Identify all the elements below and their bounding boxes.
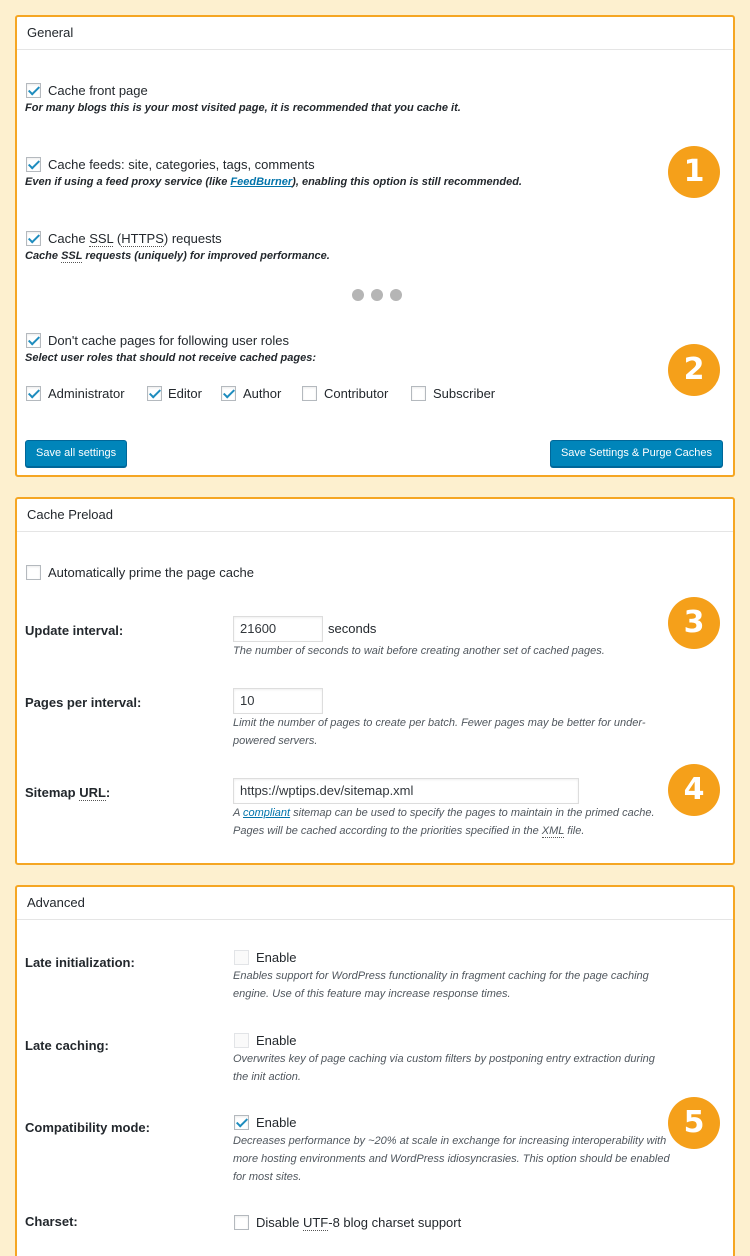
ssl-label-prefix: Cache [48, 231, 90, 246]
auto-prime-label: Automatically prime the page cache [48, 565, 254, 580]
dont-cache-roles-desc: Select user roles that should not receive cached pages: [25, 352, 316, 364]
compliant-link[interactable]: compliant [243, 807, 291, 819]
update-interval-label: Update interval: [25, 623, 124, 638]
step-badge-4: 4 [668, 764, 720, 816]
xml-abbr: XML [541, 825, 565, 837]
sitemap-label-suffix: : [105, 785, 111, 800]
pages-per-interval-desc-2: powered servers. [233, 735, 318, 747]
ssl-desc-suffix: requests (uniquely) for improved performance. [82, 250, 330, 262]
update-interval-unit: seconds [328, 621, 377, 636]
sitemap-desc2-suffix: file. [564, 825, 585, 837]
general-panel [15, 15, 735, 477]
cache-feeds-desc-after: ), enabling this option is still recommended. [292, 176, 522, 188]
sitemap-desc1-suffix: sitemap can be used to specify the pages to maintain in the primed cache. [290, 807, 655, 819]
ellipsis-more-icon [352, 289, 412, 303]
cache-feeds-checkbox[interactable] [26, 157, 41, 172]
sitemap-desc-1 [233, 804, 655, 822]
advanced-panel-title: Advanced [17, 887, 733, 920]
late-init-desc-2: engine. Use of this feature may increase response times. [233, 988, 511, 1000]
late-init-checkbox[interactable] [234, 950, 249, 965]
https-abbr: HTTPS [121, 231, 164, 246]
advanced-panel [15, 885, 735, 1256]
charset-option-suffix: -8 blog charset support [328, 1215, 462, 1230]
cache-feeds-desc-before: Even if using a feed proxy service (like [25, 176, 231, 188]
url-abbr: URL [79, 785, 106, 800]
cache-front-page-checkbox[interactable] [26, 83, 41, 98]
late-init-option: Enable [256, 950, 297, 965]
sitemap-url-input[interactable]: https://wptips.dev/sitemap.xml [233, 778, 579, 804]
cache-preload-panel [15, 497, 735, 865]
step-badge-3: 3 [668, 597, 720, 649]
late-caching-checkbox[interactable] [234, 1033, 249, 1048]
pages-per-interval-desc-1: Limit the number of pages to create per batch. Fewer pages may be better for under- [233, 717, 646, 729]
role-contributor-label: Contributor [324, 386, 389, 401]
feedburner-link[interactable]: FeedBurner [230, 176, 293, 188]
charset-label: Charset: [25, 1214, 78, 1229]
save-purge-caches-button[interactable]: Save Settings & Purge Caches [550, 440, 723, 467]
late-caching-label: Late caching: [25, 1038, 109, 1053]
role-administrator-label: Administrator [48, 386, 125, 401]
ssl-abbr: SSL [89, 231, 114, 246]
role-contributor-checkbox[interactable] [302, 386, 317, 401]
pages-per-interval-label: Pages per interval: [25, 695, 142, 710]
ssl-desc-prefix: Cache [25, 250, 62, 262]
cache-ssl-desc [25, 250, 330, 262]
ssl-desc-abbr: SSL [61, 250, 83, 262]
cache-feeds-desc [25, 176, 522, 188]
compat-mode-desc-2: more hosting environments and WordPress idiosyncrasies. This option should be enabled [233, 1153, 670, 1165]
step-badge-1: 1 [668, 146, 720, 198]
late-caching-desc-1: Overwrites key of page caching via custom filters by postponing entry extraction during [233, 1053, 655, 1065]
cache-ssl-label [48, 231, 222, 246]
charset-checkbox[interactable] [234, 1215, 249, 1230]
dont-cache-roles-checkbox[interactable] [26, 333, 41, 348]
compat-mode-label: Compatibility mode: [25, 1120, 150, 1135]
late-caching-option: Enable [256, 1033, 297, 1048]
compat-mode-desc-3: for most sites. [233, 1171, 302, 1183]
role-author-checkbox[interactable] [221, 386, 236, 401]
sitemap-desc1-prefix: A [233, 807, 243, 819]
cache-preload-title: Cache Preload [17, 499, 733, 532]
pages-per-interval-input[interactable]: 10 [233, 688, 323, 714]
sitemap-desc-2 [233, 822, 584, 840]
save-all-settings-button[interactable]: Save all settings [25, 440, 127, 467]
charset-option-prefix: Disable [256, 1215, 303, 1230]
dont-cache-roles-label: Don't cache pages for following user roles [48, 333, 289, 348]
general-panel-title: General [17, 17, 733, 50]
compat-mode-option: Enable [256, 1115, 297, 1130]
role-administrator-checkbox[interactable] [26, 386, 41, 401]
sitemap-desc2-prefix: Pages will be cached according to the priorities specified in the [233, 825, 542, 837]
compat-mode-checkbox[interactable] [234, 1115, 249, 1130]
charset-option [256, 1215, 461, 1230]
update-interval-desc: The number of seconds to wait before creating another set of cached pages. [233, 645, 605, 657]
cache-ssl-checkbox[interactable] [26, 231, 41, 246]
update-interval-input[interactable]: 21600 [233, 616, 323, 642]
utf-abbr: UTF [302, 1215, 329, 1230]
cache-feeds-label: Cache feeds: site, categories, tags, comments [48, 157, 315, 172]
ssl-label-mid: ( [113, 231, 122, 246]
late-caching-desc-2: the init action. [233, 1071, 301, 1083]
role-subscriber-label: Subscriber [433, 386, 496, 401]
cache-front-page-desc: For many blogs this is your most visited page, it is recommended that you cache it. [25, 102, 461, 114]
ssl-label-suffix: ) requests [163, 231, 222, 246]
late-init-label: Late initialization: [25, 955, 135, 970]
step-badge-5: 5 [668, 1097, 720, 1149]
role-subscriber-checkbox[interactable] [411, 386, 426, 401]
role-editor-checkbox[interactable] [147, 386, 162, 401]
role-editor-label: Editor [168, 386, 202, 401]
step-badge-2: 2 [668, 344, 720, 396]
compat-mode-desc-1: Decreases performance by ~20% at scale in exchange for increasing interoperability with [233, 1135, 667, 1147]
auto-prime-checkbox[interactable] [26, 565, 41, 580]
sitemap-label-prefix: Sitemap [25, 785, 80, 800]
cache-front-page-label: Cache front page [48, 83, 148, 98]
late-init-desc-1: Enables support for WordPress functionality in fragment caching for the page caching [233, 970, 649, 982]
role-author-label: Author [243, 386, 282, 401]
sitemap-url-label [25, 785, 110, 800]
